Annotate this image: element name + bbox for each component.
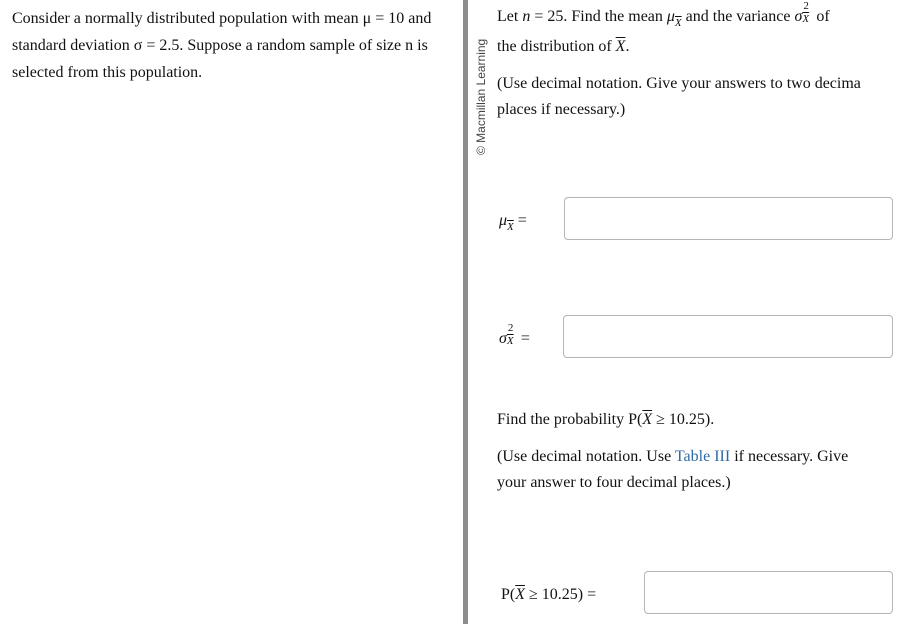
problem-intro: Consider a normally distributed population with mean μ = 10 and standard deviation σ = 2.5. Suppose a random sample of size n is selected from this population.	[12, 10, 432, 81]
panel-divider[interactable]	[463, 0, 468, 624]
variance-label: σ $\frac{2}{X}$ =	[499, 322, 530, 348]
probability-label: $P(\overline{X} \ge 10.25)$ =	[501, 586, 597, 603]
probability-input[interactable]	[644, 571, 893, 614]
mean-input[interactable]	[564, 197, 893, 240]
problem-statement	[12, 5, 452, 86]
variance-input[interactable]	[563, 315, 893, 358]
part1-instruction-line1: (Use decimal notation. Give your answers to two decima	[497, 75, 861, 92]
part2-prompt: Find the probability $P(\overline{X} \ge 10.25)$.	[497, 411, 715, 428]
question-panel	[497, 0, 903, 624]
part1-prompt-line1: Let n = 25. Find the mean $\mu_{\overline{X}}$ and the variance σ $\frac{2}{X}$ of	[497, 0, 830, 29]
part1-prompt-line2: the distribution of $\overline{X}$.	[497, 38, 630, 55]
part2-instruction-line1: (Use decimal notation. Use Table III if necessary. Give	[497, 448, 849, 465]
table-iii-link[interactable]: Table III	[674, 448, 731, 465]
mean-label: $\mu_{\overline{X}}$ =	[499, 212, 527, 233]
part2-instruction-line2: your answer to four decimal places.)	[497, 474, 731, 491]
part1-instruction-line2: places if necessary.)	[497, 101, 626, 118]
copyright-watermark: © Macmillan Learning	[474, 38, 488, 155]
